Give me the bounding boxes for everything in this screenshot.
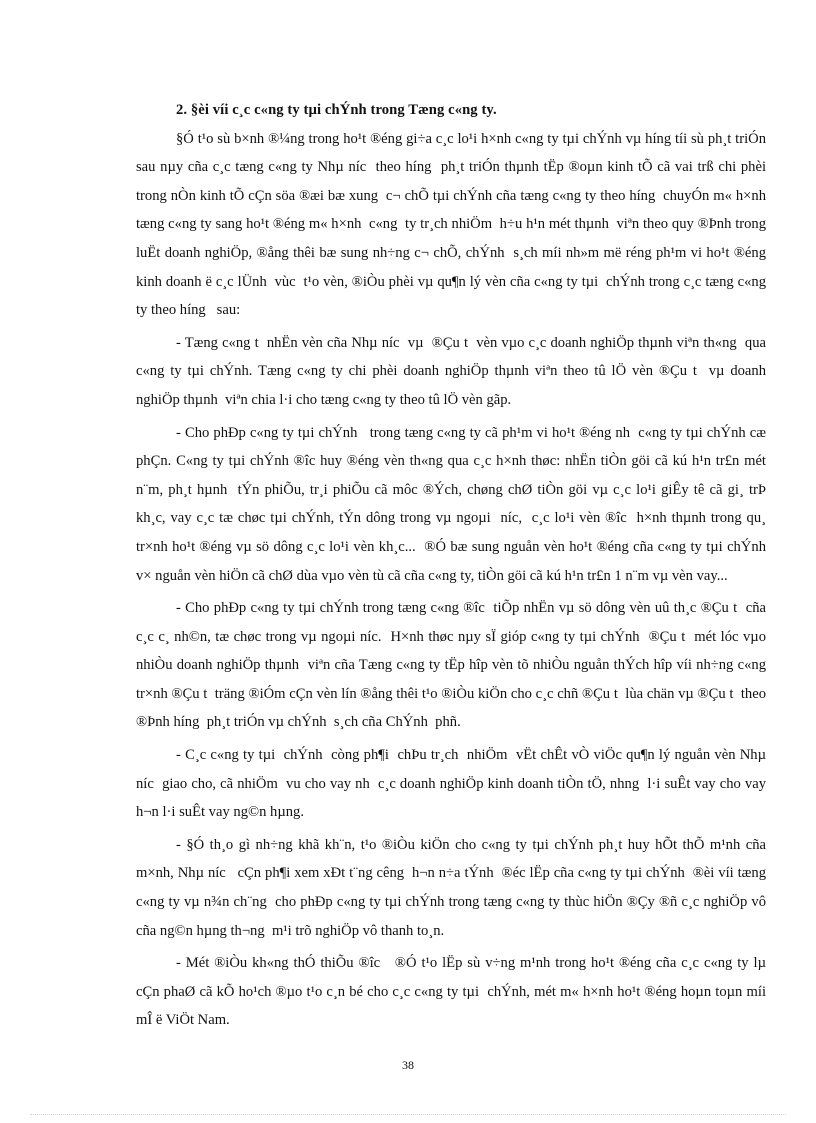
page-number: 38 — [402, 1058, 414, 1072]
page-body — [136, 96, 774, 1035]
paragraph-scope: - Cho phÐp c«ng ty tµi chÝnh trong tæng c«ng ty cã ph¹m vi ho¹t ®éng nh c«ng ty tµi chÝnh cæ phÇn. C«ng ty tµi chÝnh ®îc huy ®éng vèn th«ng qua c¸c h×nh thøc: nhËn tiÒn göi cã kú h¹n tr£n mét n¨m, ph¸t hµnh tÝn phiÕu, tr¸i phiÕu cã môc ®Ých, chøng chØ tiÒn göi vµ c¸c lo¹i giÊy tê cã gi¸ trÞ kh¸c, vay c¸c tæ chøc tµi chÝnh, tÝn dông trong vµ ngoµi níc, c¸c lo¹i vèn ®îc h×nh thµnh trong qu¸ tr×nh ho¹t ®éng vµ sö dông c¸c lo¹i vèn kh¸c... ®Ó bæ sung nguån vèn ho¹t ®éng cña c«ng ty tµi chÝnh v× nguån vèn hiÖn cã chØ dùa vµo vèn tù cã cña c«ng ty, tiÒn göi cã kú h¹n tr£n 1 n¨m vµ vèn vay... — [136, 424, 770, 584]
paragraph-trust-capital: - Cho phÐp c«ng ty tµi chÝnh trong tæng c«ng ®îc tiÕp nhËn vµ sö dông vèn uû th¸c ®Çu t cña c¸c c¸ nh©n, tæ chøc trong vµ ngoµi níc. H×nh thøc nµy sÏ gióp c«ng ty tµi chÝnh ®Çu t mét lóc vµo nhiÒu doanh nghiÖp thµnh viªn cña Tæng c«ng ty tËp hîp vèn tõ nhiÒu nguån thÝch hîp víi nh÷ng c«ng tr×nh ®Çu t träng ®iÓm cÇn vèn lín ®ång thêi t¹o ®iÒu kiÖn cho c¸c chñ ®Çu t lùa chän vµ ®Çu t theo ®Þnh híng ph¸t triÓn vµ chÝnh s¸ch cña ChÝnh phñ. — [136, 600, 770, 731]
paragraph-training: - Mét ®iÒu kh«ng thÓ thiÕu ®îc ®Ó t¹o lËp sù v÷ng m¹nh trong ho¹t ®éng cña c¸c c«ng ty lµ cÇn phaØ cã kÕ ho¹ch ®µo t¹o c¸n bé cho c¸c c«ng ty tµi chÝnh, mét m« h×nh ho¹t ®éng hoµn toµn míi mÎ ë ViÖt Nam. — [136, 955, 774, 1029]
footer-divider — [30, 1114, 786, 1115]
paragraph-responsibility: - C¸c c«ng ty tµi chÝnh còng ph¶i chÞu tr¸ch nhiÖm vËt chÊt vÒ viÖc qu¶n lý nguån vèn Nhµ níc giao cho, cã nhiÖm vu cho vay nh c¸c doanh nghiÖp kinh doanh tiÒn tÖ, nhng l·i suÊt vay cho vay h¬n l·i suÊt vay ng©n hµng. — [136, 747, 770, 821]
paragraph-intro: §Ó t¹o sù b×nh ®¼ng trong ho¹t ®éng gi÷a c¸c lo¹i h×nh c«ng ty tµi chÝnh vµ híng tíi sù ph¸t triÓn sau nµy cña c¸c tæng c«ng ty Nhµ níc theo híng ph¸t triÓn thµnh tËp ®oµn kinh tÕ cã vai trß chi phèi trong nÒn kinh tÕ cÇn söa ®æi bæ xung c¬ chÕ tµi chÝnh cña tæng c«ng ty theo híng chuyÓn m« h×nh tæng c«ng ty sang ho¹t ®éng m« h×nh c«ng ty tr¸ch nhiÖm h÷u h¹n mét thµnh viªn theo quy ®Þnh trong luËt doanh nghiÖp, ®ång thêi bæ sung nh÷ng c¬ chÕ, chÝnh s¸ch míi nh»m më réng ph¹m vi ho¹t ®éng kinh doanh ë c¸c lÜnh vùc t¹o vèn, ®iÒu phèi vµ qu¶n lý vèn cña c«ng ty tµi chÝnh trong c¸c tæng c«ng ty theo híng sau: — [136, 130, 770, 319]
section-heading: 2. §èi víi c¸c c«ng ty tµi chÝnh trong Tæng c«ng ty. — [176, 102, 497, 118]
paragraph-independence: - §Ó th¸o gì nh÷ng khã kh¨n, t¹o ®iÒu kiÖn cho c«ng ty tµi chÝnh ph¸t huy hÕt thÕ m¹nh cña m×nh, Nhµ níc cÇn ph¶i xem xÐt t¨ng cêng h¬n n÷a tÝnh ®éc lËp cña c«ng ty tµi chÝnh ®èi víi tæng c«ng ty vµ n¾n ch¨ng cho phÐp c«ng ty tµi chÝnh trong tæng c«ng ty thùc hiÖn ®Çy ®ñ c¸c nghiÖp vô cña ng©n hµng th¬ng m¹i trõ nghiÖp vô thanh to¸n. — [136, 836, 770, 939]
paragraph-capital: - Tæng c«ng t nhËn vèn cña Nhµ níc vµ ®Çu t vèn vµo c¸c doanh nghiÖp thµnh viªn th«ng qua c«ng ty tµi chÝnh. Tæng c«ng ty chi phèi doanh nghiÖp thµnh viªn theo tû lÖ vèn ®Çu t vµ doanh nghiÖp thµnh viªn chia l·i cho tæng c«ng ty theo tû lÖ vèn gãp. — [136, 334, 770, 408]
